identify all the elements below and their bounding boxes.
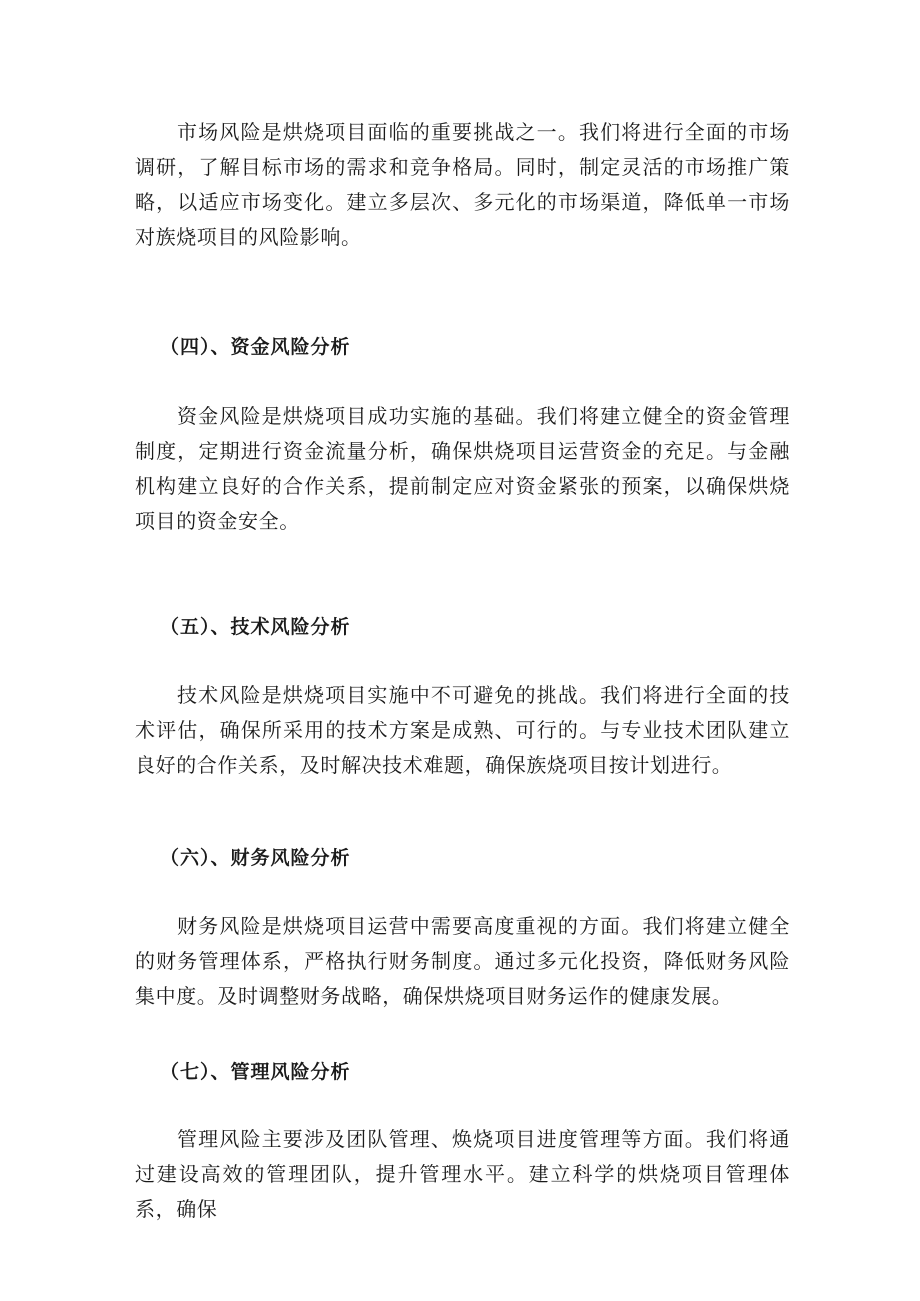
heading-financial-risk: （六）、财务风险分析 <box>160 847 351 869</box>
paragraph-financial-risk: 财务风险是烘烧项目运营中需要高度重视的方面。我们将建立健全的财务管理体系，严格执行财务制度。通过多元化投资，降低财务风险集中度。及时调整财务战略，确保烘烧项目财务运作的健康发展。 <box>135 914 790 1008</box>
heading-funding-risk: （四）、资金风险分析 <box>160 336 351 358</box>
heading-management-risk: （七）、管理风险分析 <box>160 1061 351 1083</box>
paragraph-market-risk: 市场风险是烘烧项目面临的重要挑战之一。我们将进行全面的市场调研，了解目标市场的需求和竞争格局。同时，制定灵活的市场推广策略，以适应市场变化。建立多层次、多元化的市场渠道，降低单一市场对族烧项目的风险影响。 <box>135 120 790 249</box>
paragraph-technical-risk: 技术风险是烘烧项目实施中不可避免的挑战。我们将进行全面的技术评估，确保所采用的技术方案是成熟、可行的。与专业技术团队建立良好的合作关系，及时解决技术难题，确保族烧项目按计划进行。 <box>135 683 790 777</box>
heading-technical-risk: （五）、技术风险分析 <box>160 616 351 638</box>
paragraph-management-risk: 管理风险主要涉及团队管理、焕烧项目进度管理等方面。我们将通过建设高效的管理团队，提升管理水平。建立科学的烘烧项目管理体系，确保 <box>135 1127 790 1221</box>
paragraph-funding-risk: 资金风险是烘烧项目成功实施的基础。我们将建立健全的资金管理制度，定期进行资金流量分析，确保烘烧项目运营资金的充足。与金融机构建立良好的合作关系，提前制定应对资金紧张的预案，以确保烘烧项目的资金安全。 <box>135 404 790 533</box>
